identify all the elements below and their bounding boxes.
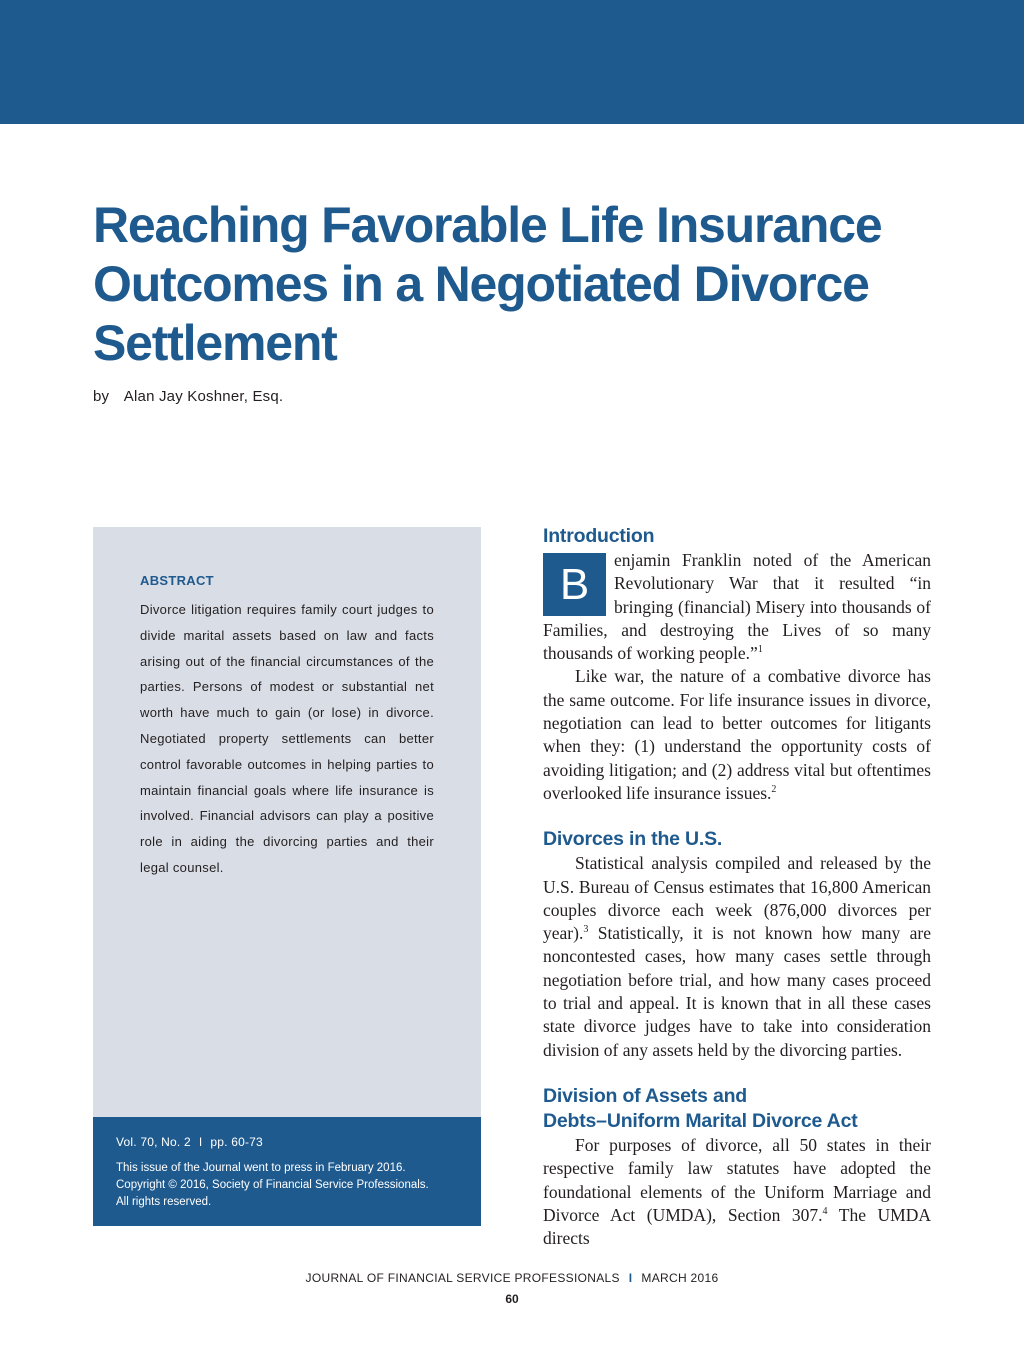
- footer-divider: I: [628, 1271, 633, 1285]
- division-paragraph: For purposes of divorce, all 50 states in their respective family law statutes have adopted the foundational elements of the Uniform Marriage and Divorce Act (UMDA), Section 307.$^4$ The UMDA directs: [543, 1134, 931, 1249]
- byline: [93, 388, 283, 405]
- intro-paragraph-2: Like war, the nature of a combative divorce has the same outcome. For life insurance issues in divorce, negotiation can lead to better outcomes for litigants when they: (1) understand the opportunity costs of avoiding litigation; and (2) address vital but oftentimes overlooked life insurance issues.$^2$: [543, 666, 931, 803]
- copyright-line: Copyright © 2016, Society of Financial Service Professionals.: [116, 1179, 429, 1191]
- issue-pages: pp. 60-73: [210, 1135, 263, 1149]
- footnote-ref: 3: [583, 924, 589, 936]
- section-heading-divorces: Divorces in the U.S.: [543, 828, 723, 851]
- issue-volume: Vol. 70, No. 2: [116, 1135, 191, 1149]
- abstract-text: Divorce litigation requires family court judges to divide marital assets based on law and facts arising out of the financial circumstances of the parties. Persons of modest or substantial net worth have much to gain (or lose) in divorce. Negotiated property settlements can better control favorable outcomes in helping parties to maintain financial goals where life insurance is involved. Financial advisors can play a positive role in aiding the divorcing parties and their legal counsel.: [140, 602, 434, 875]
- footnote-ref: 1: [757, 644, 763, 656]
- issue-separator: I: [198, 1135, 203, 1149]
- article-title: Reaching Favorable Life Insurance Outcomes in a Negotiated Divorce Settlement: [93, 197, 882, 371]
- byline-label: by: [93, 388, 110, 405]
- divorces-paragraph: Statistical analysis compiled and released by the U.S. Bureau of Census estimates that 16,800 American couples divorce each week (876,000 divorces per year).$^3$ Statistically, it is not known how many are noncontested cases, how many cases settle through negotiation before trial, and how many cases proceed to trial and appeal. It is known that in all these cases state divorce judges have to take into consideration division of any assets held by the divorcing parties.: [543, 853, 931, 1060]
- footnote-ref: 4: [822, 1206, 828, 1217]
- page-number: 60: [505, 1292, 519, 1306]
- drop-cap: B: [543, 553, 606, 616]
- press-note: [116, 1160, 476, 1211]
- journal-name: JOURNAL OF FINANCIAL SERVICE PROFESSIONALS: [305, 1271, 620, 1285]
- intro-paragraph-1: B enjamin Franklin noted of the American Revolutionary War that it resulted “in bringing (financial) Misery into thousands of Families, and destroying the Lives of so many thousands of working people.”$^1$: [543, 550, 931, 664]
- page-footer: [0, 1271, 1024, 1285]
- abstract-heading: ABSTRACT: [140, 573, 214, 588]
- issue-date: MARCH 2016: [641, 1271, 719, 1285]
- footnote-ref: 2: [771, 784, 777, 796]
- section-heading-introduction: Introduction: [543, 525, 655, 547]
- issue-volume-line: [116, 1135, 263, 1149]
- header-band: [0, 0, 1024, 124]
- press-line: This issue of the Journal went to press in February 2016.: [116, 1162, 406, 1174]
- article-body-column: [543, 524, 931, 1250]
- author-name: Alan Jay Koshner, Esq.: [123, 388, 284, 405]
- rights-line: All rights reserved.: [116, 1196, 212, 1208]
- section-heading-division: Division of Assets and Debts–Uniform Marital Divorce Act: [543, 1084, 858, 1132]
